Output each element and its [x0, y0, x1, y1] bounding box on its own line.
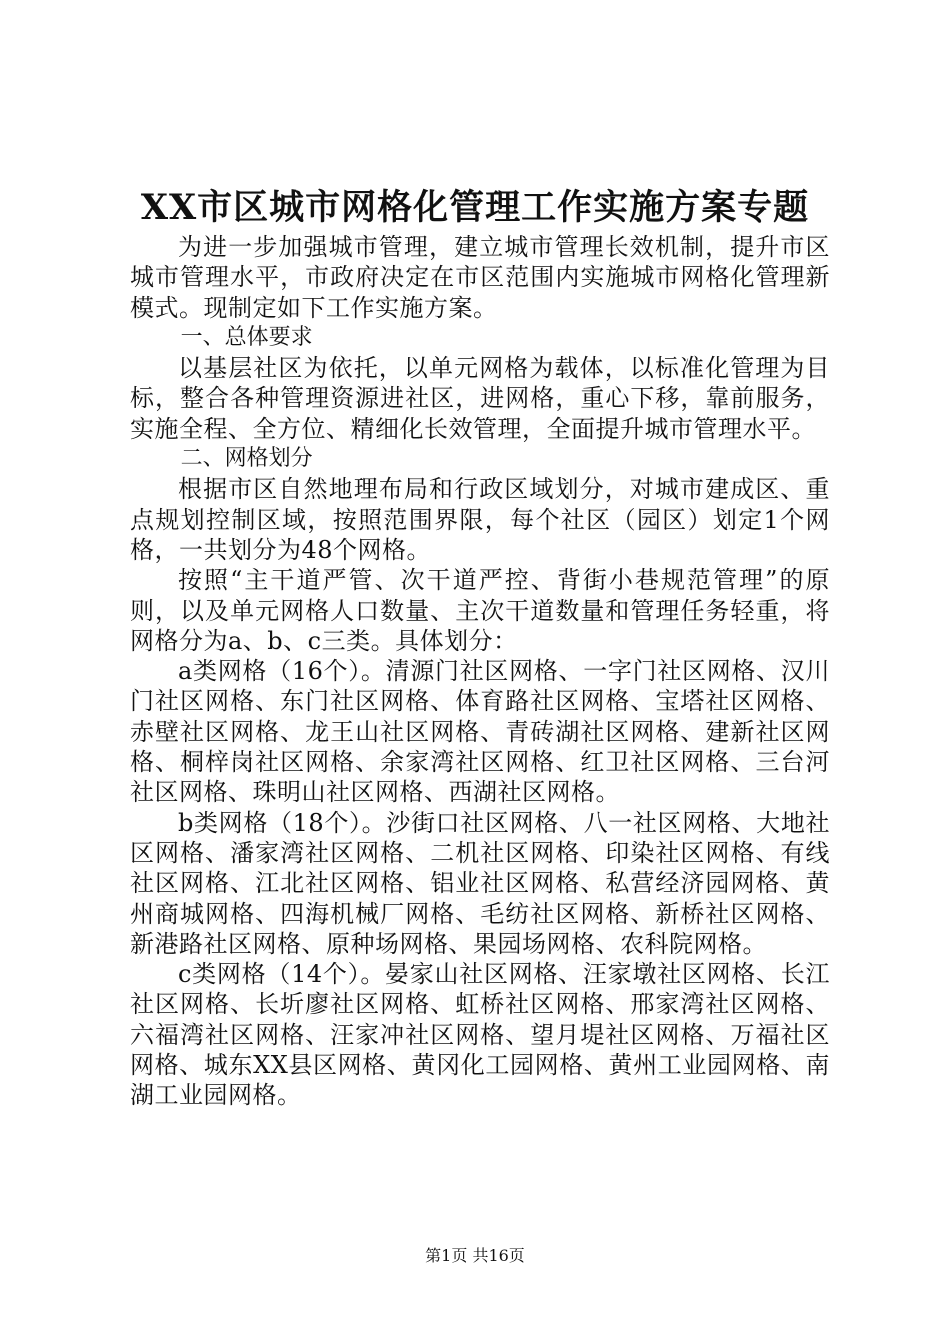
- page-number-footer: 第1页 共16页: [425, 1246, 525, 1265]
- section-heading-grid-division: 二、网格划分: [180, 446, 313, 472]
- document-body: [130, 232, 830, 1111]
- grid-division-paragraph: 根据市区自然地理布局和行政区域划分，对城市建成区、重点规划控制区域，按照范围界限，每个社区（园区）划定1个网格，一共划分为48个网格。: [130, 475, 830, 564]
- grid-classification-paragraph: 按照“主干道严管、次干道严控、背街小巷规范管理”的原则，以及单元网格人口数量、主次干道数量和管理任务轻重，将网格分为a、b、c三类。具体划分：: [130, 566, 830, 655]
- grid-class-a-paragraph: a类网格（16个）。清源门社区网格、一字门社区网格、汉川门社区网格、东门社区网格、体育路社区网格、宝塔社区网格、赤壁社区网格、龙王山社区网格、青砖湖社区网格、建新社区网格、桐梓岗社区网格、余家湾社区网格、红卫社区网格、三台河社区网格、珠明山社区网格、西湖社区网格。: [130, 657, 830, 807]
- intro-paragraph: 为进一步加强城市管理，建立城市管理长效机制，提升市区城市管理水平，市政府决定在市区范围内实施城市网格化管理新模式。现制定如下工作实施方案。: [130, 233, 830, 322]
- grid-class-c-paragraph: c类网格（14个）。晏家山社区网格、汪家墩社区网格、长江社区网格、长圻廖社区网格、虹桥社区网格、邢家湾社区网格、六福湾社区网格、汪家冲社区网格、望月堤社区网格、万福社区网格、城东XX县区网格、黄冈化工园网格、黄州工业园网格、南湖工业园网格。: [130, 960, 830, 1110]
- section-heading-general-requirements: 一、总体要求: [180, 324, 313, 350]
- document-title: XX市区城市网格化管理工作实施方案专题: [140, 187, 810, 228]
- general-requirements-paragraph: 以基层社区为依托，以单元网格为载体，以标准化管理为目标，整合各种管理资源进社区，进网格，重心下移，靠前服务，实施全程、全方位、精细化长效管理，全面提升城市管理水平。: [130, 354, 830, 443]
- grid-class-b-paragraph: b类网格（18个）。沙街口社区网格、八一社区网格、大地社区网格、潘家湾社区网格、二机社区网格、印染社区网格、有线社区网格、江北社区网格、铝业社区网格、私营经济园网格、黄州商城网格、四海机械厂网格、毛纺社区网格、新桥社区网格、新港路社区网格、原种场网格、果园场网格、农科院网格。: [130, 808, 830, 958]
